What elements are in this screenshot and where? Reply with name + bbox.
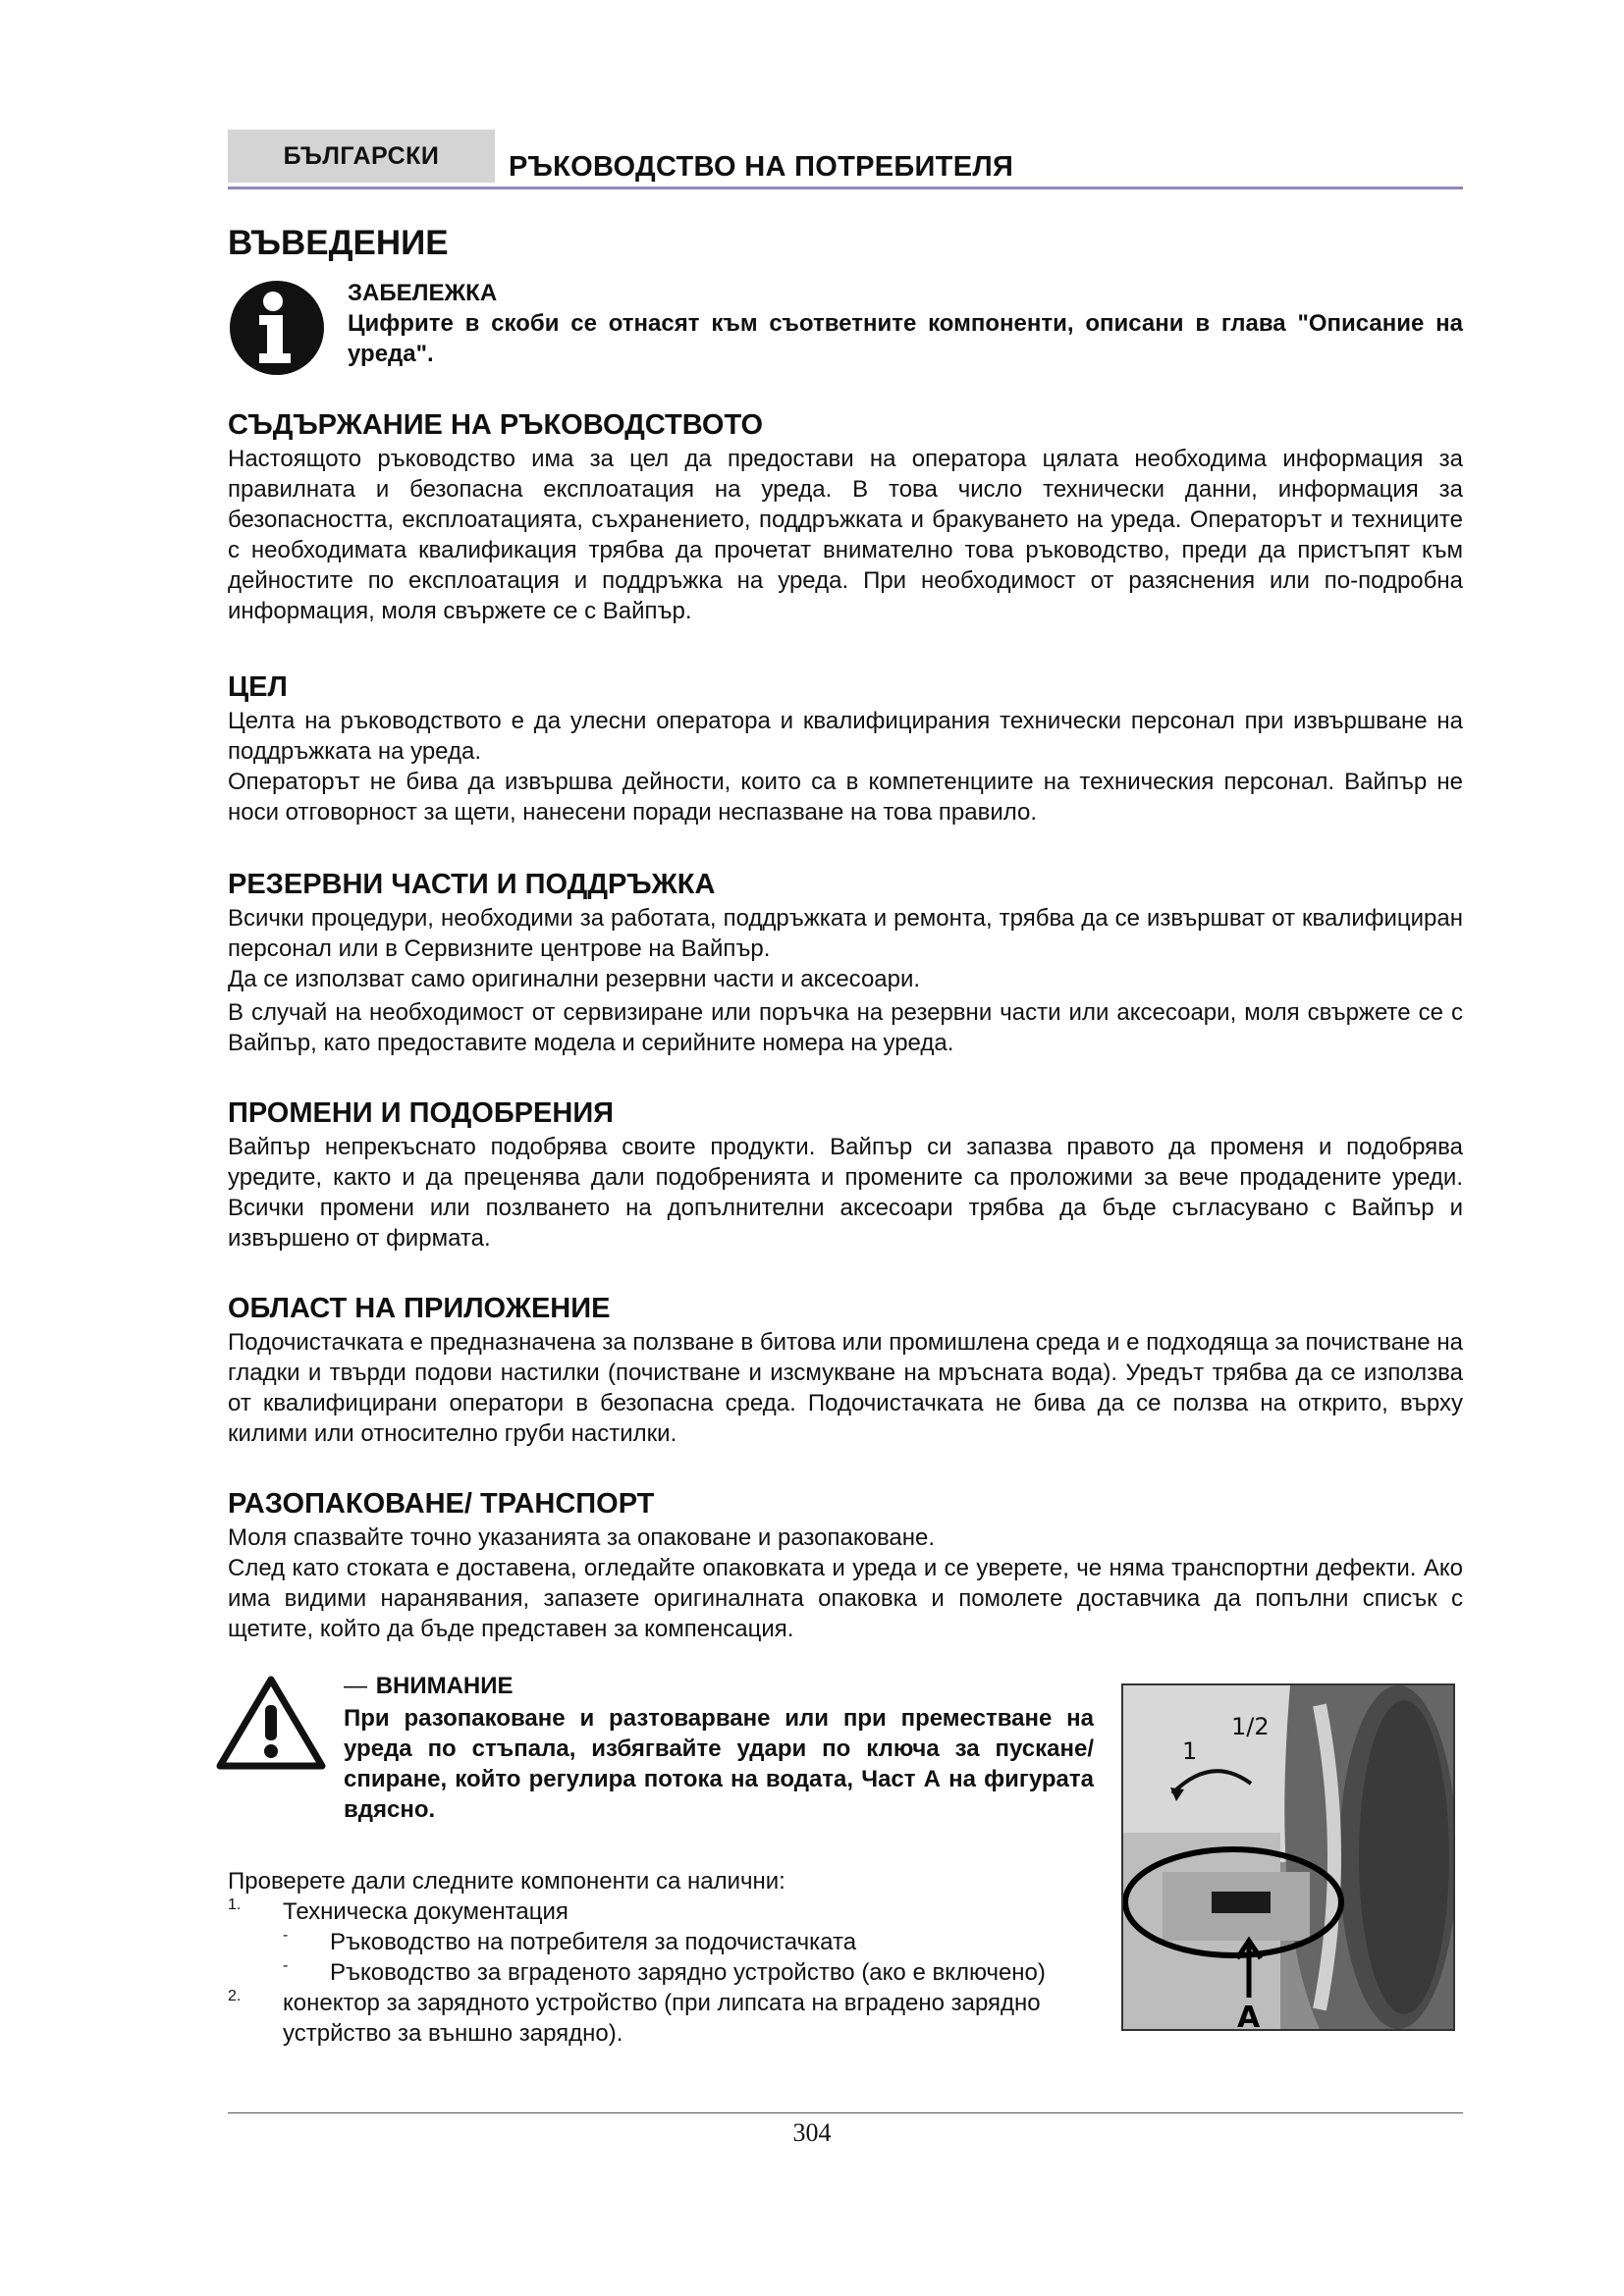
info-icon <box>228 279 334 382</box>
language-tab: БЪЛГАРСКИ <box>228 130 495 183</box>
manual-page <box>228 126 1463 2123</box>
section-title: РАЗОПАКОВАНЕ/ ТРАНСПОРТ <box>228 1488 655 1520</box>
header-divider <box>228 187 1463 189</box>
sub-item-text: Ръководство на потребителя за подочистачката <box>330 1929 857 1955</box>
page-header <box>228 126 1463 188</box>
section-title: ОБЛАСТ НА ПРИЛОЖЕНИЕ <box>228 1293 611 1324</box>
warning-area <box>228 1670 1463 2123</box>
note-box <box>228 279 1463 382</box>
section-title: ЦЕЛ <box>228 671 288 703</box>
page-number: 304 <box>792 2118 832 2147</box>
section-unpacking <box>228 1488 1463 1644</box>
list-item-text: Техническа документация <box>283 1898 568 1925</box>
note-text: Цифрите в скоби се отнасят към съответните компоненти, описани в глава "Описание на уреда". <box>348 310 1463 367</box>
figure-label-1: 1 <box>1182 1737 1198 1765</box>
checklist-intro: Проверете дали следните компоненти са налични: <box>228 1868 785 1895</box>
list-item-text: конектор за зарядното устройство (при липсата на вградено зарядно устрйство за външно зарядно). <box>283 1990 1041 2047</box>
list-item <box>228 1896 1092 1927</box>
section-paragraph: Всички процедури, необходими за работата, поддръжката и ремонта, трябва да се извършват от квалифициран персонал или в Сервизните центрове на Вайпър. <box>228 905 1463 962</box>
dash-icon: — <box>344 1673 370 1699</box>
section-paragraph: Моля спазвайте точно указанията за опаковане и разопаковане. <box>228 1524 936 1551</box>
section-paragraph: Подочистачката е предназначена за ползване в битова или промишлена среда и е подходяща за почистване на гладки и твърди подови настилки (почистване и изсмукване на мръсната вода). Уредът трябва да се използва от квалифицирани оператори в безопасна среда. Подочистачката не бива да се ползва на открито, върху килими или относително груби настилки. <box>228 1329 1463 1447</box>
section-title: СЪДЪРЖАНИЕ НА РЪКОВОДСТВОТО <box>228 409 764 441</box>
warning-triangle-icon <box>214 1674 328 1777</box>
section-spare-parts <box>228 869 1463 1058</box>
figure-label-a: A <box>1237 2001 1261 2029</box>
note-title: ЗАБЕЛЕЖКА <box>348 280 498 306</box>
list-item <box>228 1988 1092 2049</box>
section-title: ПРОМЕНИ И ПОДОБРЕНИЯ <box>228 1097 615 1129</box>
section-paragraph: Да се използват само оригинални резервни части и аксесоари. <box>228 966 921 992</box>
footer-divider <box>228 2112 1463 2113</box>
component-checklist <box>228 1866 1092 2049</box>
sub-list-item: - Ръководство на потребителя за подочистачката <box>283 1927 857 1955</box>
warning-text: При разопаковане и разтоварване или при преместване на уреда по стъпала, избягвайте удари по ключа за пускане/спиране, който регулира потока на водата, Част А на фигурата вдясно. <box>344 1705 1094 1823</box>
section-title: РЕЗЕРВНИ ЧАСТИ И ПОДДРЪЖКА <box>228 869 716 900</box>
section-paragraph: Вайпър непрекъснато подобрява своите продукти. Вайпър си запазва правото да променя и подобрява уредите, както и да преценява дали подобренията и промените са проложими за вече продадените уреди. Всички промени или позлването на допълнителни аксесоари трябва да бъде съгласувано с Вайпър и извършено от фирмата. <box>228 1134 1463 1252</box>
list-number: 2. <box>228 1988 242 2004</box>
section-paragraph: В случай на необходимост от сервизиране или поръчка на резервни части или аксесоари, моля свържете се с Вайпър, като предоставите модела и серийните номера на уреда. <box>228 999 1463 1056</box>
section-paragraph: След като стоката е доставена, огледайте опаковката и уреда и се уверете, че няма транспортни дефекти. Ако има видими наранявания, запазете оригиналната опаковка и помолете доставчика да попълни списък с щетите, който да бъде представен за компенсация. <box>228 1555 1463 1642</box>
sub-item-text: Ръководство за вграденото зарядно устройство (ако е включено) <box>330 1959 1046 1986</box>
page-title: ВЪВЕДЕНИЕ <box>228 224 449 262</box>
section-paragraph: Настоящото ръководство има за цел да предостави на оператора цялата необходима информация за правилната и безопасна експлоатация на уреда. В това число технически данни, информация за безопасността, експлоатацията, съхранението, поддръжката и бракуването на уреда. Операторът и техниците с необходимата квалификация трябва да прочетат внимателно това ръководство, преди да пристъпят към дейностите по експлоатация и поддръжка на уреда. При необходимост от разяснения или по-подробна информация, моля свържете се с Вайпър. <box>228 446 1463 624</box>
warning-box <box>344 1670 1094 1825</box>
sub-list-item: - Ръководство за вграденото зарядно устройство (ако е включено) <box>283 1957 1092 1988</box>
section-manual-contents <box>228 409 1463 626</box>
section-purpose <box>228 671 1463 828</box>
warning-title: — ВНИМАНИЕ <box>344 1673 514 1699</box>
section-paragraph: Операторът не бива да извършва дейности, които са в компетенциите на техническия персонал. Вайпър не носи отговорност за щети, нанесени поради неспазване на това правило. <box>228 769 1463 826</box>
section-paragraph: Целта на ръководството е да улесни оператора и квалифицирания технически персонал при извършване на поддръжката на уреда. <box>228 708 1463 765</box>
document-title: РЪКОВОДСТВО НА ПОТРЕБИТЕЛЯ <box>509 151 1014 183</box>
section-application <box>228 1293 1463 1449</box>
section-changes <box>228 1097 1463 1254</box>
figure-label-half: 1/2 <box>1231 1713 1270 1740</box>
figure-photo <box>1121 1683 1455 2031</box>
list-number: 1. <box>228 1896 242 1913</box>
